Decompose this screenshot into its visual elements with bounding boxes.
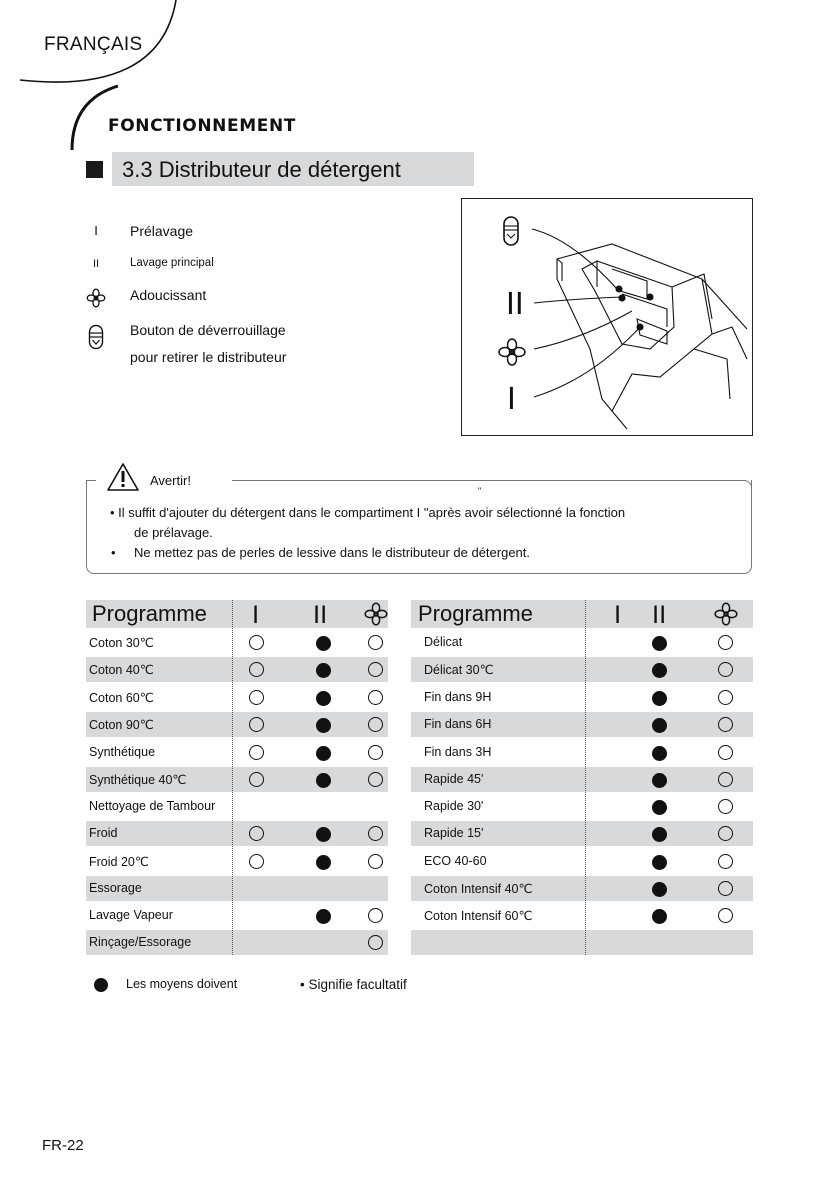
required-dot-icon [94,978,108,992]
optional-circle [249,662,264,677]
column-header-prewash: I [252,601,260,629]
optional-circle [718,826,733,841]
program-name: Synthétique 40℃ [89,773,187,787]
optional-circle [249,635,264,650]
legend-main-wash-label: Lavage principal [130,257,214,269]
program-name: Fin dans 3H [424,745,492,759]
warning-icon [106,462,140,492]
column-header-main-wash: II [313,601,328,629]
optional-circle [368,826,383,841]
required-dot [652,636,667,651]
program-name: ECO 40-60 [424,854,487,868]
warning-bullet: • [111,545,116,560]
required-dot [316,827,331,842]
warning-border [86,480,96,481]
optional-circle [718,690,733,705]
optional-circle [368,662,383,677]
legend-unlock-label-2: pour retirer le distributeur [130,349,287,365]
required-dot [316,663,331,678]
warning-mark: " [478,486,482,496]
program-name: Fin dans 9H [424,690,492,704]
required-dot [652,909,667,924]
program-name: Rapide 45' [424,772,484,786]
optional-circle [718,745,733,760]
warning-title: Avertir! [150,473,191,488]
flower-softener-icon [86,288,106,308]
required-dot [652,827,667,842]
required-dot [316,855,331,870]
optional-circle [368,635,383,650]
column-header-prewash: I [614,601,622,629]
program-name: Nettoyage de Tambour [89,799,216,813]
optional-circle [249,717,264,732]
required-dot [316,746,331,761]
column-divider [585,600,586,955]
page-number: FR-22 [42,1137,84,1154]
legend-softener-label: Adoucissant [130,287,207,303]
required-dot [652,718,667,733]
optional-circle [718,635,733,650]
legend-unlock-label: Bouton de déverrouillage [130,322,286,338]
program-name: Essorage [89,881,142,895]
optional-circle [718,772,733,787]
required-dot [316,773,331,788]
optional-circle [249,772,264,787]
detergent-drawer-figure [461,198,753,436]
optional-circle [718,662,733,677]
program-name: Fin dans 6H [424,717,492,731]
optional-circle [718,881,733,896]
column-header-softener-icon [714,602,738,626]
required-dot [652,773,667,788]
optional-circle [249,854,264,869]
main-wash-symbol: II [92,258,100,270]
column-header-main-wash: II [652,601,667,629]
program-name: Rinçage/Essorage [89,935,192,949]
program-name: Rapide 30' [424,799,484,813]
program-name: Coton 30℃ [89,636,154,650]
optional-circle [368,935,383,950]
program-name: Coton Intensif 40℃ [424,882,533,896]
program-name: Coton Intensif 60℃ [424,909,533,923]
optional-circle [368,717,383,732]
table-row-shade [86,821,388,846]
legend-optional-label: • Signifie facultatif [300,977,407,992]
required-dot [652,691,667,706]
required-dot [652,800,667,815]
unlock-button-icon [88,324,104,350]
subsection-title: 3.3 Distributeur de détergent [122,157,401,182]
figure-label-main-wash: II [506,287,524,322]
warning-border [232,480,746,481]
warning-text-2: Ne mettez pas de perles de lessive dans le distributeur de détergent. [134,545,531,560]
required-dot [316,718,331,733]
warning-text-1: • Il suffit d'ajouter du détergent dans le compartiment I "après avoir sélectionné la fonction [110,505,626,520]
figure-label-prewash: I [507,382,516,417]
prewash-symbol: I [94,223,98,238]
legend-prewash-label: Prélavage [130,223,194,239]
program-name: Coton 40℃ [89,663,154,677]
required-dot [316,636,331,651]
optional-circle [368,772,383,787]
table-header-programme: Programme [418,601,533,626]
warning-text-1b: de prélavage. [134,525,213,540]
required-dot [316,691,331,706]
program-name: Coton 60℃ [89,691,154,705]
required-dot [652,855,667,870]
table-row-shade [411,930,753,955]
optional-circle [249,690,264,705]
program-name: Lavage Vapeur [89,908,173,922]
program-name: Froid [89,826,118,840]
program-name: Rapide 15' [424,826,484,840]
section-title: FONCTIONNEMENT [108,116,296,136]
optional-circle [368,854,383,869]
subsection-heading [86,152,474,186]
drawer-illustration [462,199,751,434]
program-name: Délicat [424,635,463,649]
required-dot [652,746,667,761]
optional-circle [718,854,733,869]
required-dot [316,909,331,924]
program-name: Délicat 30℃ [424,663,494,677]
optional-circle [249,826,264,841]
required-dot [652,882,667,897]
optional-circle [368,745,383,760]
optional-circle [718,799,733,814]
column-header-softener-icon [364,602,388,626]
heading-square-icon [86,161,103,178]
optional-circle [718,717,733,732]
program-name: Coton 90℃ [89,718,154,732]
table-header-programme: Programme [92,601,207,626]
legend-required-label: Les moyens doivent [126,977,238,991]
optional-circle [368,908,383,923]
program-name: Froid 20℃ [89,855,149,869]
program-name: Synthétique [89,745,156,759]
column-divider [232,600,233,955]
language-label: FRANÇAIS [44,34,143,55]
optional-circle [249,745,264,760]
required-dot [652,663,667,678]
optional-circle [368,690,383,705]
optional-circle [718,908,733,923]
